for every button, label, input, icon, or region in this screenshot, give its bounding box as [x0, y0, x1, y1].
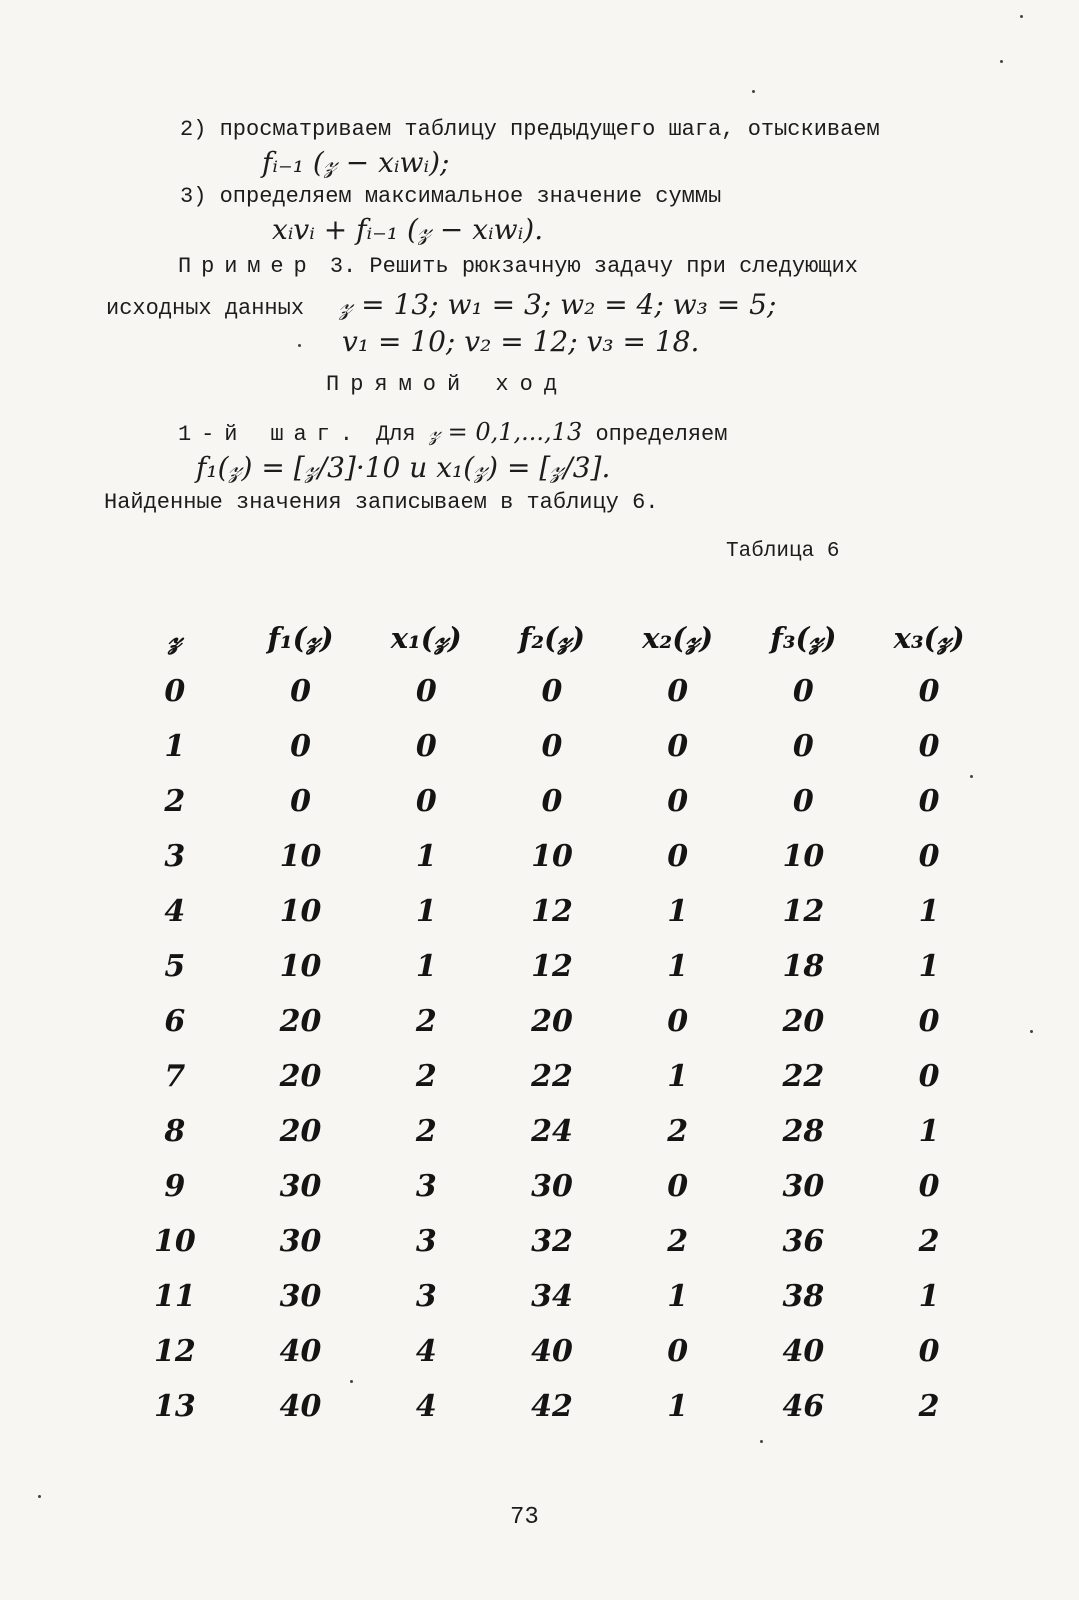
- cell-f1: 10: [279, 949, 322, 984]
- cell-f1: 20: [279, 1114, 322, 1149]
- step1-text-b: определяем: [595, 422, 728, 447]
- cell-f2: 0: [541, 729, 563, 764]
- cell-x2: 1: [667, 949, 689, 984]
- cell-x2: 1: [667, 1059, 689, 1094]
- step1-text-a: Для: [376, 422, 416, 447]
- example-label: Пример: [178, 254, 317, 279]
- cell-f3: 0: [792, 729, 814, 764]
- scan-speck: [752, 90, 755, 93]
- cell-x2: 2: [667, 1224, 689, 1259]
- header-f2: f₂(𝓏): [518, 620, 586, 655]
- cell-x1: 3: [415, 1279, 437, 1314]
- cell-x3: 0: [918, 729, 940, 764]
- header-f3: f₃(𝓏): [770, 620, 837, 655]
- cell-x2: 2: [667, 1114, 689, 1149]
- table-row: [112, 884, 992, 939]
- example-data-label: исходных данных: [106, 296, 305, 321]
- cell-f2: 30: [531, 1169, 573, 1204]
- step1-formula: f₁(𝓏) = [𝓏/3]·10 и x₁(𝓏) = [𝓏/3].: [196, 451, 611, 484]
- table-row: [112, 829, 992, 884]
- cell-x2: 1: [667, 894, 689, 929]
- step1-line: [178, 418, 727, 447]
- cell-f1: 40: [279, 1389, 322, 1424]
- scan-speck: [1030, 1030, 1033, 1033]
- cell-f2: 0: [541, 784, 563, 819]
- cell-z: 12: [153, 1334, 196, 1369]
- cell-f3: 38: [782, 1279, 825, 1314]
- header-z: 𝓏: [168, 620, 182, 655]
- cell-x3: 0: [918, 784, 940, 819]
- cell-f3: 12: [782, 894, 825, 929]
- scan-speck: [350, 1380, 353, 1383]
- cell-x3: 1: [918, 1114, 940, 1149]
- step1-result: Найденные значения записываем в таблицу 6.: [104, 490, 659, 515]
- cell-x1: 4: [415, 1334, 437, 1369]
- header-x1: x₁(𝓏): [390, 620, 462, 655]
- cell-x1: 0: [415, 729, 437, 764]
- cell-x3: 1: [918, 894, 940, 929]
- example-values: v₁ = 10; v₂ = 12; v₃ = 18.: [342, 325, 700, 358]
- cell-f2: 12: [531, 894, 573, 929]
- section-heading: Прямой ход: [326, 372, 569, 397]
- cell-z: 2: [164, 784, 186, 819]
- table-row: [112, 1104, 992, 1159]
- example-line: [178, 254, 858, 279]
- cell-f1: 10: [279, 839, 322, 874]
- cell-z: 11: [153, 1279, 196, 1314]
- results-table: [112, 612, 992, 1434]
- cell-x3: 0: [918, 839, 940, 874]
- cell-f2: 22: [531, 1059, 573, 1094]
- cell-f1: 20: [279, 1059, 322, 1094]
- cell-f2: 24: [531, 1114, 573, 1149]
- cell-x2: 0: [667, 1004, 689, 1039]
- cell-x1: 1: [415, 839, 437, 874]
- header-f1: f₁(𝓏): [267, 620, 334, 655]
- example-text: 3. Решить рюкзачную задачу при следующих: [329, 254, 858, 279]
- cell-f3: 46: [782, 1389, 825, 1424]
- header-x3: x₃(𝓏): [893, 620, 965, 655]
- cell-x3: 2: [918, 1389, 940, 1424]
- cell-x3: 0: [918, 1004, 940, 1039]
- cell-x2: 0: [667, 1334, 689, 1369]
- cell-f3: 40: [782, 1334, 825, 1369]
- cell-x1: 0: [415, 674, 437, 709]
- cell-f1: 30: [279, 1224, 322, 1259]
- cell-z: 13: [153, 1389, 196, 1424]
- table-row: [112, 994, 992, 1049]
- cell-x2: 0: [667, 729, 689, 764]
- cell-x1: 0: [415, 784, 437, 819]
- cell-x2: 0: [667, 839, 689, 874]
- cell-z: 9: [164, 1169, 186, 1204]
- cell-f2: 34: [531, 1279, 573, 1314]
- cell-f3: 30: [782, 1169, 825, 1204]
- step2-formula: fᵢ₋₁ (𝓏 − xᵢwᵢ);: [262, 146, 450, 179]
- table-row: [112, 1049, 992, 1104]
- scan-speck: [38, 1495, 41, 1498]
- header-x2: x₂(𝓏): [642, 620, 714, 655]
- cell-f1: 0: [290, 729, 311, 764]
- cell-x3: 0: [918, 1059, 940, 1094]
- cell-f3: 0: [792, 674, 814, 709]
- scan-speck: [760, 1440, 763, 1443]
- cell-z: 3: [164, 839, 186, 874]
- cell-f1: 0: [290, 784, 311, 819]
- cell-f1: 30: [279, 1169, 322, 1204]
- cell-f3: 10: [782, 839, 825, 874]
- cell-x1: 2: [415, 1004, 437, 1039]
- cell-x1: 1: [415, 949, 437, 984]
- table-row: [112, 1324, 992, 1379]
- cell-z: 5: [164, 949, 186, 984]
- cell-x2: 0: [667, 1169, 689, 1204]
- cell-z: 1: [164, 729, 186, 764]
- table-row: [112, 1214, 992, 1269]
- cell-x1: 4: [415, 1389, 437, 1424]
- table-row: [112, 1379, 992, 1434]
- scan-speck: [970, 775, 973, 778]
- table-header-row: [112, 612, 992, 664]
- cell-x3: 0: [918, 674, 940, 709]
- cell-x3: 0: [918, 1169, 940, 1204]
- step1-range: 𝓏 = 0,1,...,13: [428, 418, 583, 446]
- table-body: [112, 664, 992, 1434]
- cell-f1: 0: [290, 674, 311, 709]
- cell-f1: 30: [279, 1279, 322, 1314]
- cell-x1: 3: [415, 1224, 437, 1259]
- example-weights: 𝓏 = 13; w₁ = 3; w₂ = 4; w₃ = 5;: [339, 288, 777, 321]
- table-row: [112, 774, 992, 829]
- table-caption: Таблица 6: [726, 540, 840, 563]
- scan-speck: [1020, 15, 1023, 18]
- step3-text: 3) определяем максимальное значение суммы: [180, 184, 722, 209]
- cell-z: 6: [164, 1004, 186, 1039]
- table-row: [112, 664, 992, 719]
- cell-z: 7: [164, 1059, 186, 1094]
- page-number: 73: [510, 1504, 539, 1531]
- table-row: [112, 1269, 992, 1324]
- cell-x1: 1: [415, 894, 437, 929]
- cell-f2: 42: [531, 1389, 573, 1424]
- scan-speck: [1000, 60, 1003, 63]
- cell-f1: 40: [279, 1334, 322, 1369]
- example-data-line: [106, 288, 776, 322]
- cell-x2: 0: [667, 784, 689, 819]
- cell-f2: 32: [531, 1224, 573, 1259]
- cell-x2: 1: [667, 1389, 689, 1424]
- step3-formula: xᵢvᵢ + fᵢ₋₁ (𝓏 − xᵢwᵢ).: [272, 213, 544, 246]
- cell-f3: 0: [792, 784, 814, 819]
- cell-x3: 2: [918, 1224, 940, 1259]
- scan-speck: [298, 344, 301, 347]
- cell-f1: 20: [279, 1004, 322, 1039]
- cell-z: 0: [164, 674, 186, 709]
- cell-f3: 28: [782, 1114, 825, 1149]
- cell-f2: 40: [531, 1334, 573, 1369]
- table-row: [112, 939, 992, 994]
- cell-x2: 0: [667, 674, 689, 709]
- cell-f3: 36: [782, 1224, 825, 1259]
- cell-f2: 20: [531, 1004, 573, 1039]
- cell-x1: 2: [415, 1114, 437, 1149]
- cell-x1: 2: [415, 1059, 437, 1094]
- cell-f2: 0: [541, 674, 563, 709]
- cell-f1: 10: [279, 894, 322, 929]
- cell-x3: 1: [918, 949, 940, 984]
- cell-f3: 22: [782, 1059, 825, 1094]
- cell-x3: 0: [918, 1334, 940, 1369]
- step2-text: 2) просматриваем таблицу предыдущего шага, отыскиваем: [180, 117, 880, 142]
- table-row: [112, 719, 992, 774]
- cell-x1: 3: [415, 1169, 437, 1204]
- table-row: [112, 1159, 992, 1214]
- cell-z: 8: [164, 1114, 186, 1149]
- cell-f3: 20: [782, 1004, 825, 1039]
- cell-x2: 1: [667, 1279, 689, 1314]
- cell-f2: 10: [531, 839, 573, 874]
- cell-x3: 1: [918, 1279, 940, 1314]
- step1-label: 1-й шаг.: [178, 422, 363, 447]
- cell-z: 10: [153, 1224, 196, 1259]
- cell-z: 4: [164, 894, 186, 929]
- cell-f3: 18: [782, 949, 825, 984]
- cell-f2: 12: [531, 949, 573, 984]
